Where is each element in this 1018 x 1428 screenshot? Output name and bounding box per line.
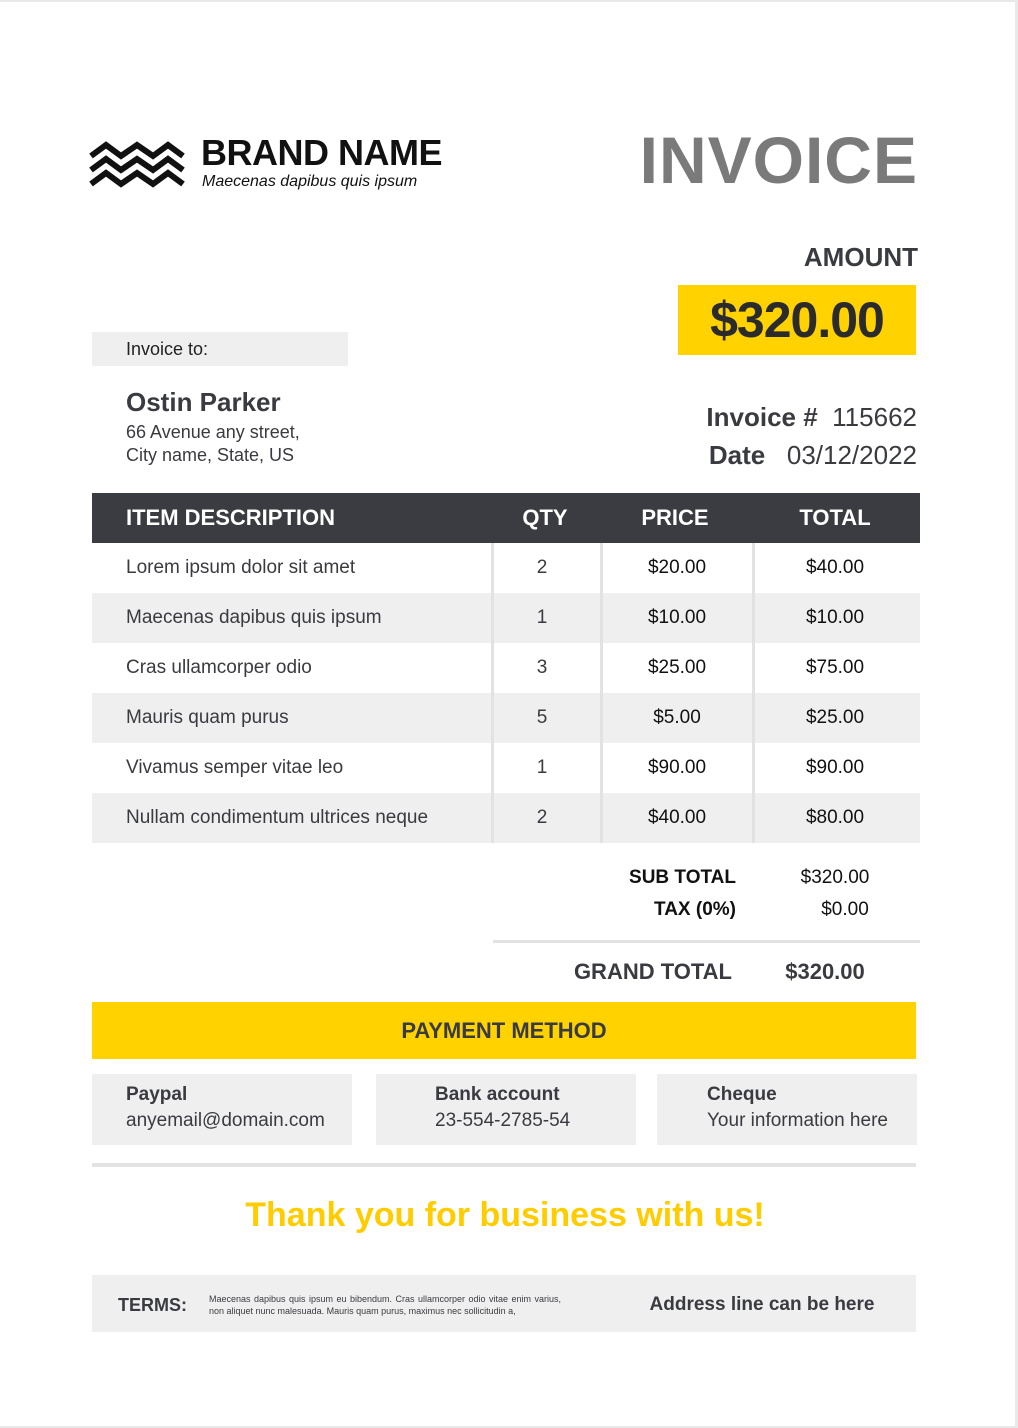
item-qty: 5 [536, 707, 548, 728]
header-total: TOTAL [799, 505, 871, 530]
client-name: Ostin Parker [126, 387, 281, 417]
invoice-number-row [0, 402, 917, 433]
item-price: $20.00 [647, 557, 707, 578]
payment-method-bar [92, 1002, 916, 1059]
thank-you-message: Thank you for business with us! [245, 1196, 765, 1234]
item-total: $75.00 [805, 657, 865, 678]
payment-name: Paypal [126, 1084, 188, 1105]
amount-label: AMOUNT [803, 242, 918, 272]
payment-bank [376, 1074, 636, 1145]
item-price: $90.00 [647, 757, 707, 778]
table-row [92, 643, 920, 693]
invoice-date: 03/12/2022 [786, 440, 917, 470]
item-total: $40.00 [805, 557, 865, 578]
item-qty: 1 [536, 757, 548, 778]
invoice-page [0, 2, 1015, 1426]
terms-label: TERMS: [118, 1295, 187, 1315]
table-row [92, 543, 920, 593]
item-qty: 3 [536, 657, 548, 678]
item-price: $10.00 [647, 607, 707, 628]
payment-method-title: PAYMENT METHOD [401, 1017, 607, 1043]
payment-name: Cheque [707, 1084, 777, 1105]
payment-name: Bank account [435, 1084, 560, 1105]
column-divider [752, 543, 755, 843]
tax-label: TAX (0%) [654, 899, 736, 920]
brand-tagline: Maecenas dapibus quis ipsum [202, 173, 418, 190]
payment-value: anyemail@domain.com [126, 1110, 325, 1131]
table-row [92, 743, 920, 793]
item-description: Cras ullamcorper odio [126, 657, 312, 678]
item-total: $25.00 [805, 707, 865, 728]
grand-total-label: GRAND TOTAL [573, 959, 732, 984]
item-description: Vivamus semper vitae leo [126, 757, 344, 778]
item-description: Lorem ipsum dolor sit amet [126, 557, 356, 578]
client-address-line2: City name, State, US [126, 445, 295, 465]
item-description: Mauris quam purus [126, 707, 289, 728]
item-price: $5.00 [653, 707, 701, 728]
header-price: PRICE [641, 505, 709, 530]
item-qty: 1 [536, 607, 548, 628]
items-table-header [92, 493, 920, 543]
payment-value: 23-554-2785-54 [435, 1110, 571, 1131]
client-address-line1: 66 Avenue any street, [126, 422, 300, 442]
invoice-number: 115662 [832, 402, 917, 432]
tax-value: $0.00 [821, 899, 869, 920]
invoice-title: INVOICE [639, 123, 918, 197]
invoice-number-label: Invoice # [706, 402, 818, 432]
footer-bar [92, 1275, 916, 1332]
item-total: $10.00 [805, 607, 865, 628]
item-price: $40.00 [647, 807, 707, 828]
totals-divider [493, 940, 920, 943]
invoice-to-label: Invoice to: [126, 339, 209, 359]
subtotal-label: SUB TOTAL [629, 867, 736, 888]
item-qty: 2 [536, 807, 548, 828]
item-total: $80.00 [805, 807, 865, 828]
footer-address: Address line can be here [649, 1294, 875, 1315]
column-divider [600, 543, 603, 843]
subtotal-value: $320.00 [800, 867, 870, 888]
payment-divider [92, 1163, 916, 1167]
item-description: Nullam condimentum ultrices neque [126, 807, 429, 828]
column-divider [491, 543, 494, 843]
table-row [92, 593, 920, 643]
payment-paypal [92, 1074, 352, 1145]
table-row [92, 793, 920, 843]
item-qty: 2 [536, 557, 548, 578]
amount-box [678, 285, 916, 355]
payment-value: Your information here [707, 1110, 888, 1131]
item-description: Maecenas dapibus quis ipsum [126, 607, 382, 628]
amount-value: $320.00 [710, 292, 884, 348]
brand-name: BRAND NAME [201, 132, 442, 173]
payment-cheque [657, 1074, 917, 1145]
terms-text: Maecenas dapibus quis ipsum eu bibendum. Cras ullamcorper odio vitae enim varius, non aliquet nunc malesuada. Mauris quam purus, maximus nec sollicitudin a, [209, 1294, 561, 1316]
header-description: ITEM DESCRIPTION [126, 505, 336, 530]
item-price: $25.00 [647, 657, 707, 678]
item-total: $90.00 [805, 757, 865, 778]
grand-total-value: $320.00 [785, 959, 865, 984]
invoice-date-label: Date [708, 440, 766, 470]
header-qty: QTY [522, 505, 568, 530]
table-row [92, 693, 920, 743]
invoice-date-row [0, 440, 917, 471]
